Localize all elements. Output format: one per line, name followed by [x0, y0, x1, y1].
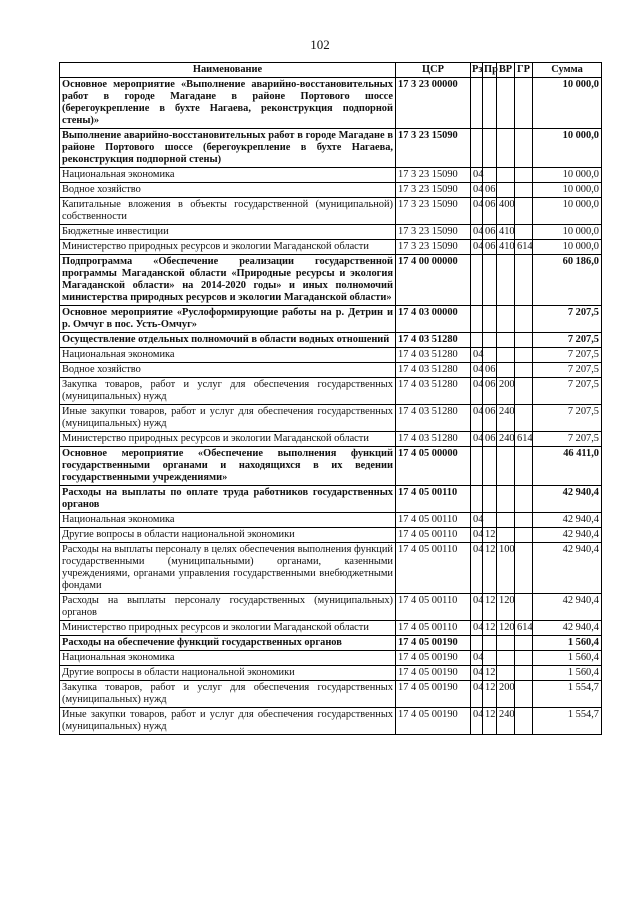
cell-sum: 10 000,0 — [533, 183, 602, 198]
cell-rz: 04 — [471, 621, 483, 636]
cell-rz: 04 — [471, 666, 483, 681]
cell-rz — [471, 78, 483, 129]
cell-sum: 10 000,0 — [533, 168, 602, 183]
cell-csr: 17 4 05 00190 — [396, 708, 471, 735]
header-pr: Пр — [483, 63, 497, 78]
cell-vr: 120 — [497, 621, 515, 636]
cell-pr: 12 — [483, 681, 497, 708]
cell-vr — [497, 363, 515, 378]
cell-gr — [515, 405, 533, 432]
cell-vr — [497, 447, 515, 486]
cell-rz: 04 — [471, 543, 483, 594]
cell-vr: 410 — [497, 240, 515, 255]
cell-rz — [471, 255, 483, 306]
table-row — [60, 255, 602, 306]
cell-pr: 06 — [483, 432, 497, 447]
table-row — [60, 306, 602, 333]
table-row — [60, 198, 602, 225]
cell-name: Национальная экономика — [60, 168, 396, 183]
cell-pr — [483, 306, 497, 333]
table-row — [60, 168, 602, 183]
cell-pr — [483, 168, 497, 183]
table-row — [60, 447, 602, 486]
cell-gr — [515, 543, 533, 594]
cell-gr — [515, 333, 533, 348]
cell-csr: 17 4 03 00000 — [396, 306, 471, 333]
cell-pr: 12 — [483, 621, 497, 636]
cell-rz: 04 — [471, 528, 483, 543]
table-row — [60, 651, 602, 666]
cell-rz: 04 — [471, 198, 483, 225]
table-row — [60, 78, 602, 129]
table-row — [60, 681, 602, 708]
cell-csr: 17 4 05 00190 — [396, 651, 471, 666]
cell-sum: 1 554,7 — [533, 708, 602, 735]
table-row — [60, 636, 602, 651]
cell-gr — [515, 708, 533, 735]
cell-csr: 17 4 05 00190 — [396, 666, 471, 681]
cell-name: Министерство природных ресурсов и экологии Магаданской области — [60, 240, 396, 255]
cell-pr: 06 — [483, 405, 497, 432]
table-row — [60, 621, 602, 636]
cell-name: Другие вопросы в области национальной экономики — [60, 666, 396, 681]
table-row — [60, 378, 602, 405]
cell-sum: 42 940,4 — [533, 513, 602, 528]
table-row — [60, 708, 602, 735]
cell-gr — [515, 636, 533, 651]
cell-csr: 17 4 00 00000 — [396, 255, 471, 306]
table-row — [60, 183, 602, 198]
cell-pr — [483, 255, 497, 306]
table-body — [60, 78, 602, 735]
cell-rz: 04 — [471, 708, 483, 735]
cell-sum: 7 207,5 — [533, 306, 602, 333]
cell-gr — [515, 651, 533, 666]
cell-csr: 17 4 03 51280 — [396, 333, 471, 348]
cell-sum: 7 207,5 — [533, 378, 602, 405]
cell-sum: 42 940,4 — [533, 486, 602, 513]
cell-gr — [515, 594, 533, 621]
cell-csr: 17 4 05 00110 — [396, 486, 471, 513]
cell-name: Основное мероприятие «Руслоформирующие работы на р. Детрин и р. Омчуг в пос. Усть-Омчуг» — [60, 306, 396, 333]
cell-name: Выполнение аварийно-восстановительных работ в городе Магадане в районе Портового шоссе (берегоукрепление в бухте Нагаева, реконструкция подпорной стены) — [60, 129, 396, 168]
cell-name: Расходы на обеспечение функций государственных органов — [60, 636, 396, 651]
cell-gr — [515, 513, 533, 528]
cell-rz — [471, 306, 483, 333]
cell-pr — [483, 636, 497, 651]
cell-pr — [483, 348, 497, 363]
cell-rz: 04 — [471, 405, 483, 432]
cell-name: Водное хозяйство — [60, 363, 396, 378]
cell-rz: 04 — [471, 225, 483, 240]
cell-name: Расходы на выплаты по оплате труда работников государственных органов — [60, 486, 396, 513]
cell-name: Национальная экономика — [60, 513, 396, 528]
header-gr: ГР — [515, 63, 533, 78]
cell-csr: 17 3 23 00000 — [396, 78, 471, 129]
cell-vr — [497, 486, 515, 513]
cell-gr: 614 — [515, 621, 533, 636]
table-row — [60, 432, 602, 447]
table-row — [60, 363, 602, 378]
cell-gr — [515, 528, 533, 543]
cell-vr — [497, 255, 515, 306]
cell-pr: 06 — [483, 183, 497, 198]
cell-rz: 04 — [471, 348, 483, 363]
budget-table — [59, 62, 602, 735]
cell-csr: 17 4 03 51280 — [396, 378, 471, 405]
table-row — [60, 240, 602, 255]
cell-csr: 17 3 23 15090 — [396, 225, 471, 240]
cell-pr: 06 — [483, 363, 497, 378]
cell-gr — [515, 168, 533, 183]
cell-sum: 7 207,5 — [533, 348, 602, 363]
cell-csr: 17 3 23 15090 — [396, 240, 471, 255]
cell-rz: 04 — [471, 378, 483, 405]
cell-sum: 1 560,4 — [533, 636, 602, 651]
cell-csr: 17 4 05 00190 — [396, 636, 471, 651]
cell-vr — [497, 666, 515, 681]
cell-gr — [515, 129, 533, 168]
cell-rz: 04 — [471, 240, 483, 255]
cell-gr: 614 — [515, 240, 533, 255]
table-row — [60, 333, 602, 348]
cell-rz: 04 — [471, 363, 483, 378]
cell-name: Иные закупки товаров, работ и услуг для обеспечения государственных (муниципальных) нужд — [60, 708, 396, 735]
cell-name: Расходы на выплаты персоналу в целях обеспечения выполнения функций государственными (муниципальными) органами, казенными учреждениями, органами управления государственными внебюджетными фондами — [60, 543, 396, 594]
cell-name: Капитальные вложения в объекты государственной (муниципальной) собственности — [60, 198, 396, 225]
cell-vr: 240 — [497, 432, 515, 447]
cell-sum: 42 940,4 — [533, 528, 602, 543]
cell-name: Водное хозяйство — [60, 183, 396, 198]
cell-name: Осуществление отдельных полномочий в области водных отношений — [60, 333, 396, 348]
cell-rz — [471, 636, 483, 651]
cell-vr — [497, 333, 515, 348]
cell-gr — [515, 306, 533, 333]
cell-vr — [497, 168, 515, 183]
cell-csr: 17 4 03 51280 — [396, 348, 471, 363]
cell-name: Иные закупки товаров, работ и услуг для обеспечения государственных (муниципальных) нужд — [60, 405, 396, 432]
cell-name: Другие вопросы в области национальной экономики — [60, 528, 396, 543]
cell-sum: 10 000,0 — [533, 240, 602, 255]
cell-vr: 120 — [497, 594, 515, 621]
cell-rz: 04 — [471, 432, 483, 447]
cell-name: Министерство природных ресурсов и экологии Магаданской области — [60, 432, 396, 447]
cell-vr: 400 — [497, 198, 515, 225]
header-name: Наименование — [60, 63, 396, 78]
cell-gr — [515, 666, 533, 681]
cell-sum: 1 560,4 — [533, 666, 602, 681]
cell-vr: 200 — [497, 681, 515, 708]
table-row — [60, 666, 602, 681]
cell-csr: 17 3 23 15090 — [396, 183, 471, 198]
cell-vr — [497, 306, 515, 333]
cell-pr — [483, 78, 497, 129]
cell-csr: 17 4 03 51280 — [396, 432, 471, 447]
cell-vr — [497, 513, 515, 528]
cell-gr: 614 — [515, 432, 533, 447]
header-vr: ВР — [497, 63, 515, 78]
cell-gr — [515, 225, 533, 240]
cell-sum: 7 207,5 — [533, 432, 602, 447]
table-header-row — [60, 63, 602, 78]
cell-name: Национальная экономика — [60, 651, 396, 666]
cell-gr — [515, 447, 533, 486]
cell-pr: 12 — [483, 666, 497, 681]
cell-name: Подпрограмма «Обеспечение реализации государственной программы Магаданской области «Природные ресурсы и экология Магаданской области» на 2014-2020 годы» и иных полномочий министерства природных ресурсов и экологии Магаданской области» — [60, 255, 396, 306]
cell-pr: 12 — [483, 528, 497, 543]
cell-pr: 06 — [483, 225, 497, 240]
table-row — [60, 528, 602, 543]
cell-csr: 17 3 23 15090 — [396, 168, 471, 183]
cell-name: Национальная экономика — [60, 348, 396, 363]
cell-sum: 7 207,5 — [533, 363, 602, 378]
cell-sum: 10 000,0 — [533, 225, 602, 240]
cell-vr — [497, 348, 515, 363]
table-row — [60, 513, 602, 528]
cell-gr — [515, 486, 533, 513]
cell-name: Основное мероприятие «Выполнение аварийно-восстановительных работ в городе Магадане в районе Портового шоссе (берегоукрепление в бухте Нагаева, реконструкция подпорной стены)» — [60, 78, 396, 129]
cell-rz: 04 — [471, 183, 483, 198]
cell-rz: 04 — [471, 651, 483, 666]
cell-name: Закупка товаров, работ и услуг для обеспечения государственных (муниципальных) нужд — [60, 681, 396, 708]
cell-vr — [497, 528, 515, 543]
cell-sum: 10 000,0 — [533, 198, 602, 225]
cell-csr: 17 4 05 00110 — [396, 594, 471, 621]
cell-name: Расходы на выплаты персоналу государственных (муниципальных) органов — [60, 594, 396, 621]
cell-pr: 12 — [483, 594, 497, 621]
cell-vr — [497, 636, 515, 651]
cell-sum: 7 207,5 — [533, 333, 602, 348]
cell-sum: 10 000,0 — [533, 78, 602, 129]
cell-csr: 17 4 05 00110 — [396, 513, 471, 528]
header-sum: Сумма — [533, 63, 602, 78]
cell-csr: 17 4 03 51280 — [396, 363, 471, 378]
table-row — [60, 348, 602, 363]
cell-gr — [515, 255, 533, 306]
cell-rz — [471, 333, 483, 348]
cell-rz: 04 — [471, 594, 483, 621]
table-row — [60, 129, 602, 168]
cell-pr — [483, 333, 497, 348]
cell-pr: 12 — [483, 543, 497, 594]
cell-gr — [515, 183, 533, 198]
cell-csr: 17 3 23 15090 — [396, 198, 471, 225]
cell-vr — [497, 183, 515, 198]
cell-name: Министерство природных ресурсов и экологии Магаданской области — [60, 621, 396, 636]
cell-name: Основное мероприятие «Обеспечение выполнения функций государственными органами и находящихся в их ведении государственными учреждениями» — [60, 447, 396, 486]
cell-pr: 12 — [483, 708, 497, 735]
table-row — [60, 225, 602, 240]
cell-sum: 60 186,0 — [533, 255, 602, 306]
cell-vr — [497, 651, 515, 666]
cell-csr: 17 4 05 00000 — [396, 447, 471, 486]
cell-sum: 42 940,4 — [533, 543, 602, 594]
cell-rz: 04 — [471, 681, 483, 708]
cell-rz: 04 — [471, 513, 483, 528]
cell-pr: 06 — [483, 378, 497, 405]
cell-pr: 06 — [483, 198, 497, 225]
cell-gr — [515, 681, 533, 708]
cell-sum: 10 000,0 — [533, 129, 602, 168]
cell-pr — [483, 513, 497, 528]
cell-pr: 06 — [483, 240, 497, 255]
cell-pr — [483, 651, 497, 666]
cell-csr: 17 4 05 00110 — [396, 621, 471, 636]
cell-csr: 17 4 05 00190 — [396, 681, 471, 708]
page-number: 102 — [310, 37, 330, 52]
cell-sum: 42 940,4 — [533, 621, 602, 636]
table-row — [60, 486, 602, 513]
cell-pr — [483, 447, 497, 486]
header-csr: ЦСР — [396, 63, 471, 78]
cell-pr — [483, 129, 497, 168]
header-rz: Рз — [471, 63, 483, 78]
cell-vr — [497, 129, 515, 168]
cell-rz — [471, 129, 483, 168]
cell-rz — [471, 486, 483, 513]
cell-name: Бюджетные инвестиции — [60, 225, 396, 240]
cell-sum: 42 940,4 — [533, 594, 602, 621]
cell-rz: 04 — [471, 168, 483, 183]
cell-gr — [515, 348, 533, 363]
cell-vr: 240 — [497, 405, 515, 432]
cell-gr — [515, 78, 533, 129]
cell-sum: 46 411,0 — [533, 447, 602, 486]
cell-csr: 17 4 05 00110 — [396, 528, 471, 543]
cell-csr: 17 4 03 51280 — [396, 405, 471, 432]
cell-sum: 7 207,5 — [533, 405, 602, 432]
cell-vr: 240 — [497, 708, 515, 735]
cell-vr: 410 — [497, 225, 515, 240]
table-row — [60, 543, 602, 594]
cell-rz — [471, 447, 483, 486]
cell-sum: 1 560,4 — [533, 651, 602, 666]
table-row — [60, 405, 602, 432]
cell-sum: 1 554,7 — [533, 681, 602, 708]
cell-name: Закупка товаров, работ и услуг для обеспечения государственных (муниципальных) нужд — [60, 378, 396, 405]
table-row — [60, 594, 602, 621]
cell-vr — [497, 78, 515, 129]
cell-gr — [515, 363, 533, 378]
cell-pr — [483, 486, 497, 513]
cell-csr: 17 3 23 15090 — [396, 129, 471, 168]
cell-gr — [515, 198, 533, 225]
cell-csr: 17 4 05 00110 — [396, 543, 471, 594]
cell-vr: 200 — [497, 378, 515, 405]
cell-gr — [515, 378, 533, 405]
cell-vr: 100 — [497, 543, 515, 594]
